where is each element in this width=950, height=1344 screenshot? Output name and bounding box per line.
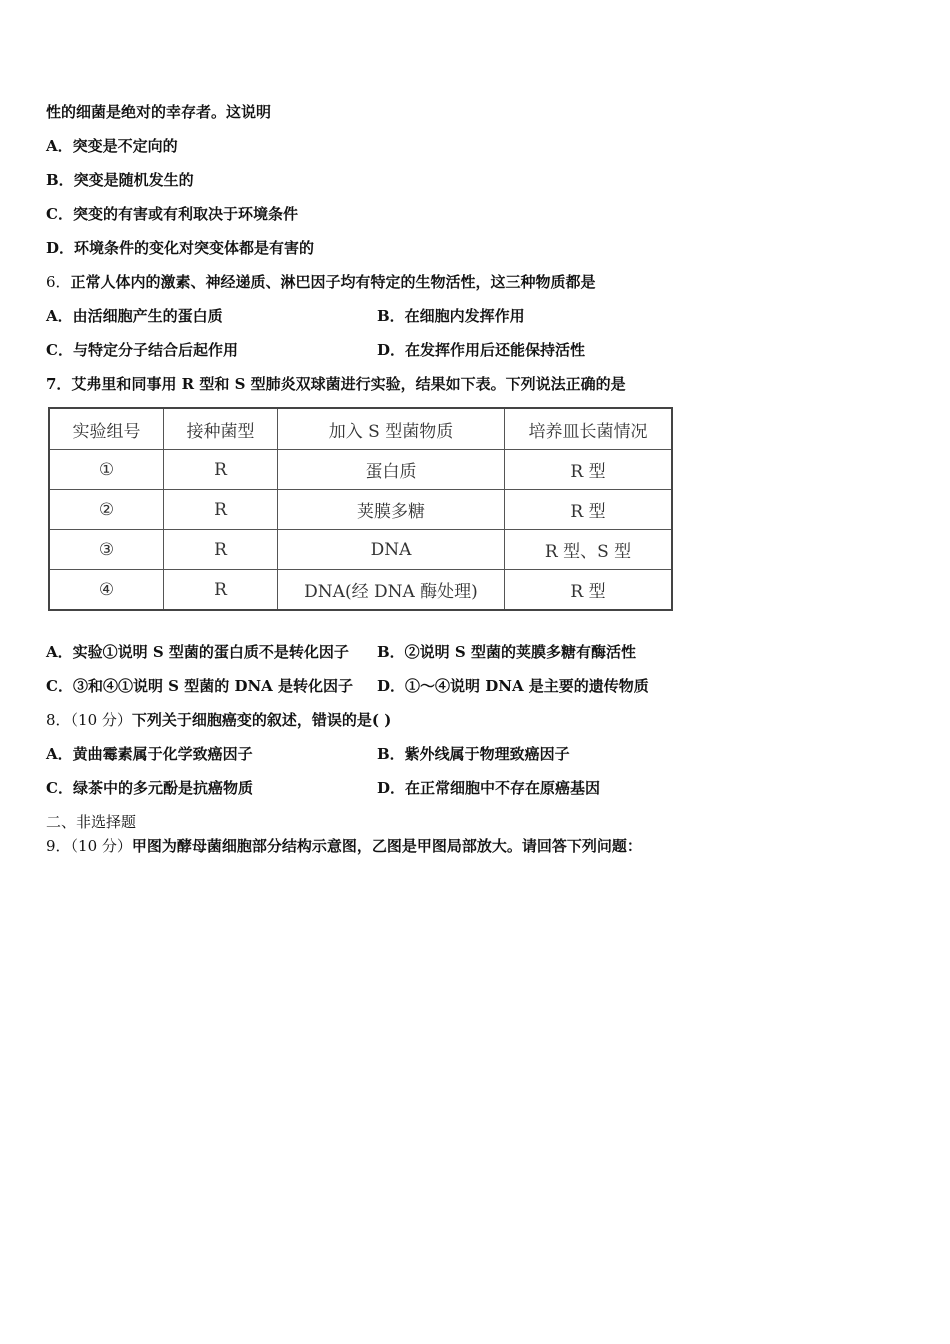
table-row xyxy=(49,490,672,530)
q8-option-c: C．绿茶中的多元酚是抗癌物质 xyxy=(46,779,253,797)
question-8-number: 8．（10 分） xyxy=(46,711,132,729)
table-header: 接种菌型 xyxy=(164,408,278,450)
q8-option-d: D．在正常细胞中不存在原癌基因 xyxy=(377,779,601,797)
table-row xyxy=(49,450,672,490)
table-cell: R 型、S 型 xyxy=(505,530,673,570)
table-cell: ③ xyxy=(49,530,164,570)
table-cell: ② xyxy=(49,490,164,530)
table-cell: R xyxy=(164,490,278,530)
q7-option-a: A．实验①说明 S 型菌的蛋白质不是转化因子 xyxy=(46,643,349,661)
question-7: 7．艾弗里和同事用 R 型和 S 型肺炎双球菌进行实验，结果如下表。下列说法正确的是 xyxy=(46,375,626,393)
q6-option-a: A．由活细胞产生的蛋白质 xyxy=(46,307,223,325)
question-9 xyxy=(46,836,642,856)
table-cell: 荚膜多糖 xyxy=(278,490,505,530)
question-6-number: 6． xyxy=(46,273,71,291)
table-cell: R 型 xyxy=(505,570,673,611)
question-5-stem-tail: 性的细菌是绝对的幸存者。这说明 xyxy=(46,103,272,121)
table-cell: DNA(经 DNA 酶处理) xyxy=(278,570,505,611)
q8-option-b: B．紫外线属于物理致癌因子 xyxy=(377,745,570,763)
table-cell: 蛋白质 xyxy=(278,450,505,490)
table-row xyxy=(49,530,672,570)
q7-option-d: D．①～④说明 DNA 是主要的遗传物质 xyxy=(377,677,649,695)
question-8-text: 下列关于细胞癌变的叙述，错误的是( ) xyxy=(131,711,392,729)
table-header: 实验组号 xyxy=(49,408,164,450)
question-8 xyxy=(46,710,391,730)
q8-option-a: A．黄曲霉素属于化学致癌因子 xyxy=(46,745,253,763)
question-6 xyxy=(46,272,596,292)
section-heading: 二、非选择题 xyxy=(46,813,137,831)
table-cell: R xyxy=(164,450,278,490)
experiment-table xyxy=(48,407,673,611)
q5-option-d: D．环境条件的变化对突变体都是有害的 xyxy=(46,239,315,257)
table-cell: R xyxy=(164,570,278,611)
table-header: 加入 S 型菌物质 xyxy=(278,408,505,450)
q7-option-c: C．③和④①说明 S 型菌的 DNA 是转化因子 xyxy=(46,677,354,695)
q5-option-a: A．突变是不定向的 xyxy=(46,137,178,155)
table-header: 培养皿长菌情况 xyxy=(505,408,673,450)
q5-option-b: B．突变是随机发生的 xyxy=(46,171,194,189)
question-9-text: 甲图为酵母菌细胞部分结构示意图，乙图是甲图局部放大。请回答下列问题： xyxy=(131,837,642,855)
table-cell: ④ xyxy=(49,570,164,611)
q6-option-d: D．在发挥作用后还能保持活性 xyxy=(377,341,586,359)
q5-option-c: C．突变的有害或有利取决于环境条件 xyxy=(46,205,298,223)
table-cell: R 型 xyxy=(505,490,673,530)
table-cell: R xyxy=(164,530,278,570)
q6-option-b: B．在细胞内发挥作用 xyxy=(377,307,525,325)
table-header-row xyxy=(49,408,672,450)
table-cell: R 型 xyxy=(505,450,673,490)
table-cell: DNA xyxy=(278,530,505,570)
question-9-number: 9．（10 分） xyxy=(46,837,132,855)
question-6-text: 正常人体内的激素、神经递质、淋巴因子均有特定的生物活性，这三种物质都是 xyxy=(70,273,596,291)
q6-option-c: C．与特定分子结合后起作用 xyxy=(46,341,238,359)
q7-option-b: B．②说明 S 型菌的荚膜多糖有酶活性 xyxy=(377,643,636,661)
table-cell: ① xyxy=(49,450,164,490)
table-row xyxy=(49,570,672,611)
